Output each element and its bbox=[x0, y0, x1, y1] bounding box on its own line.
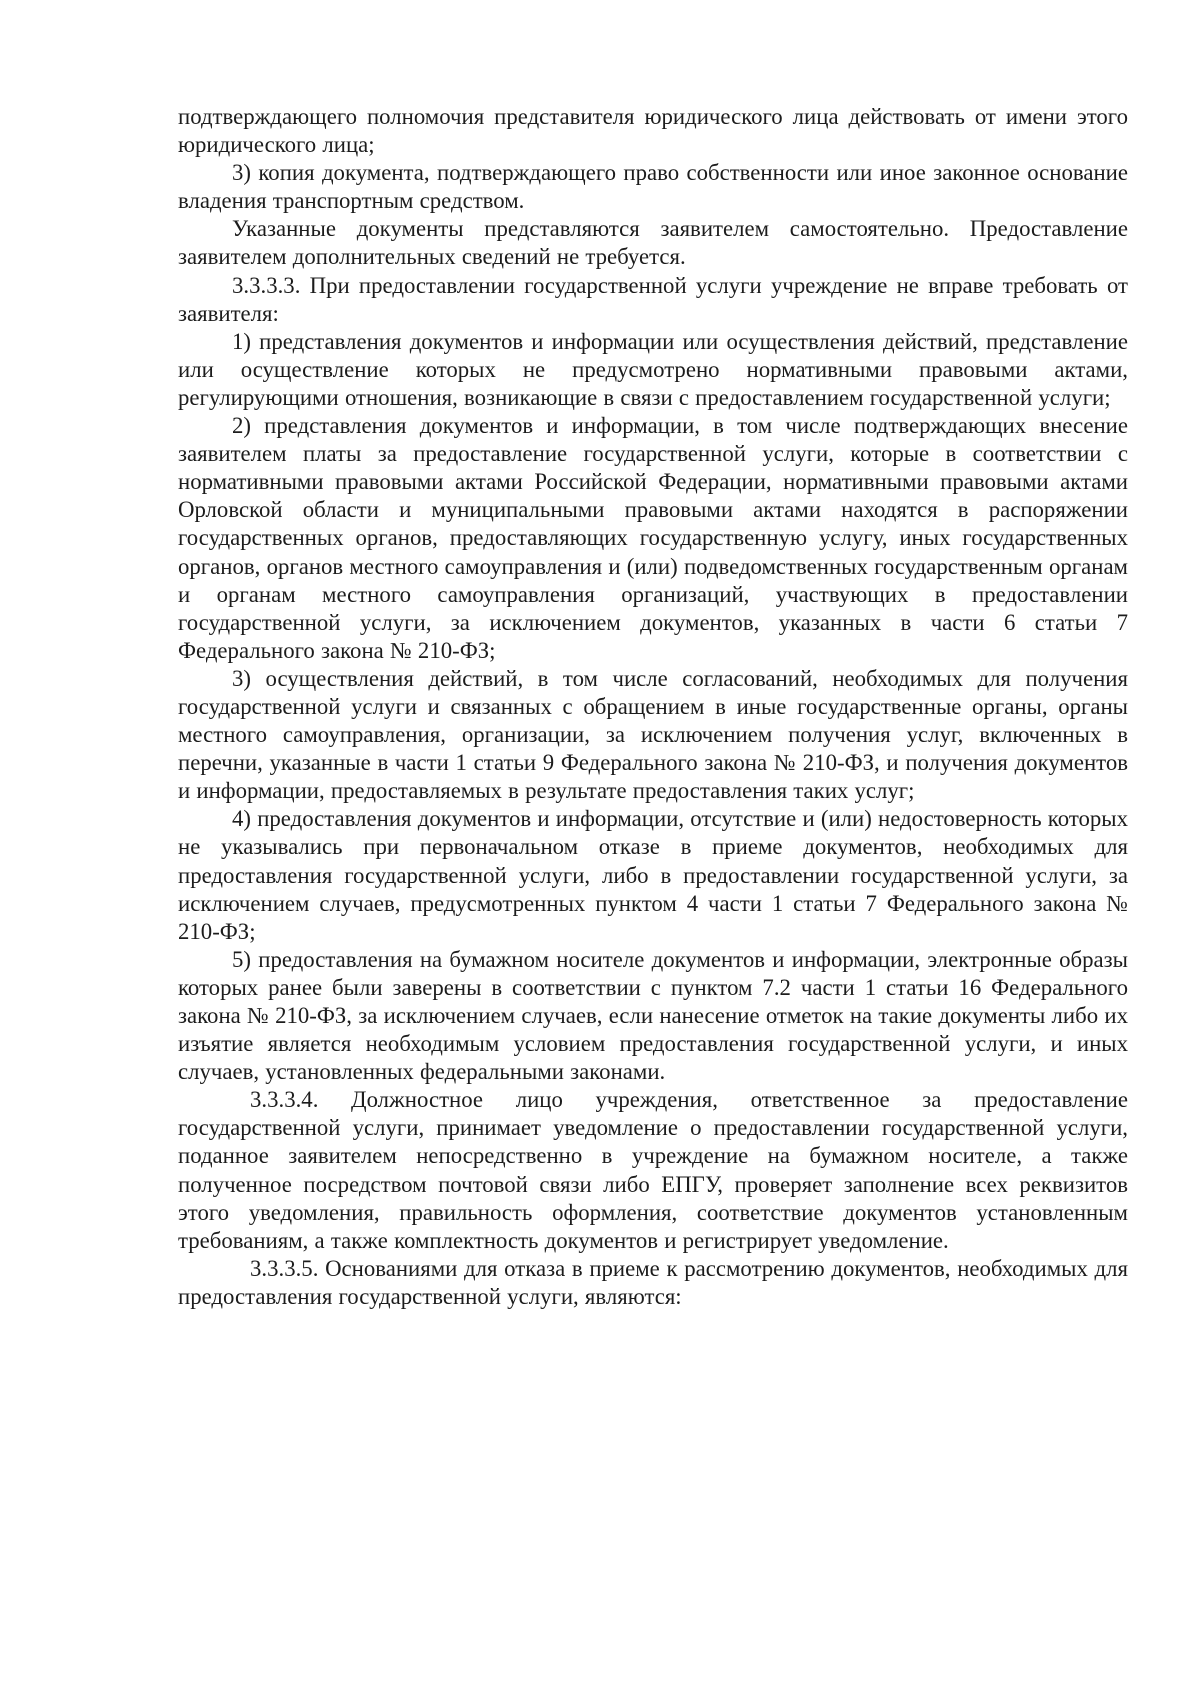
paragraph-list-item-3: 3) осуществления действий, в том числе согласований, необходимых для получения государственной услуги и связанных с обращением в иные государственные органы, органы местного самоуправления, организации, за исключением получения услуг, включенных в перечни, указанные в части 1 статьи 9 Федерального закона № 210-ФЗ, и получения документов и информации, предоставляемых в результате предоставления таких услуг; bbox=[178, 665, 1128, 804]
paragraph-3-3-3-3: 3.3.3.3. При предоставлении государственной услуги учреждение не вправе требовать от заявителя: bbox=[178, 272, 1128, 326]
paragraph-documents-submitted: Указанные документы представляются заявителем самостоятельно. Предоставление заявителем дополнительных сведений не требуется. bbox=[178, 216, 1128, 270]
paragraph-list-item-1: 1) представления документов и информации или осуществления действий, представление или осуществление которых не предусмотрено нормативными правовыми актами, регулирующими отношения, возникающие в связи с предоставлением государственной услуги; bbox=[178, 328, 1128, 410]
paragraph-continuation: подтверждающего полномочия представителя юридического лица действовать от имени этого юридического лица; bbox=[178, 104, 1128, 158]
paragraph-item-3-copy-document: 3) копия документа, подтверждающего право собственности или иное законное основание владения транспортным средством. bbox=[178, 160, 1128, 214]
paragraph-list-item-2: 2) представления документов и информации, в том числе подтверждающих внесение заявителем платы за предоставление государственной услуги, которые в соответствии с нормативными правовыми актами Российской Федерации, нормативными правовыми актами Орловской области и муниципальными правовыми актами находятся в распоряжении государственных органов, предоставляющих государственную услугу, иных государственных органов, органов местного самоуправления и (или) подведомственных государственным органам и органам местного самоуправления организаций, участвующих в предоставлении государственной услуги, за исключением документов, указанных в части 6 статьи 7 Федерального закона № 210-ФЗ; bbox=[178, 413, 1128, 663]
paragraph-list-item-4: 4) предоставления документов и информации, отсутствие и (или) недостоверность которых не указывались при первоначальном отказе в приеме документов, необходимых для предоставления государственной услуги, либо в предоставлении государственной услуги, за исключением случаев, предусмотренных пунктом 4 части 1 статьи 7 Федерального закона № 210-ФЗ; bbox=[178, 806, 1128, 944]
document-page bbox=[178, 103, 1128, 1311]
paragraph-list-item-5: 5) предоставления на бумажном носителе документов и информации, электронные образы которых ранее были заверены в соответствии с пунктом 7.2 части 1 статьи 16 Федерального закона № 210-ФЗ, за исключением случаев, если нанесение отметок на такие документы либо их изъятие является необходимым условием предоставления государственной услуги, и иных случаев, установленных федеральными законами. bbox=[178, 946, 1128, 1085]
paragraph-3-3-3-5: 3.3.3.5. Основаниями для отказа в приеме к рассмотрению документов, необходимых для предоставления государственной услуги, являются: bbox=[178, 1255, 1128, 1309]
paragraph-3-3-3-4: 3.3.3.4. Должностное лицо учреждения, ответственное за предоставление государственной услуги, принимает уведомление о предоставлении государственной услуги, поданное заявителем непосредственно в учреждение на бумажном носителе, а также полученное посредством почтовой связи либо ЕПГУ, проверяет заполнение всех реквизитов этого уведомления, правильность оформления, соответствие документов установленным требованиям, а также комплектность документов и регистрирует уведомление. bbox=[178, 1087, 1128, 1253]
